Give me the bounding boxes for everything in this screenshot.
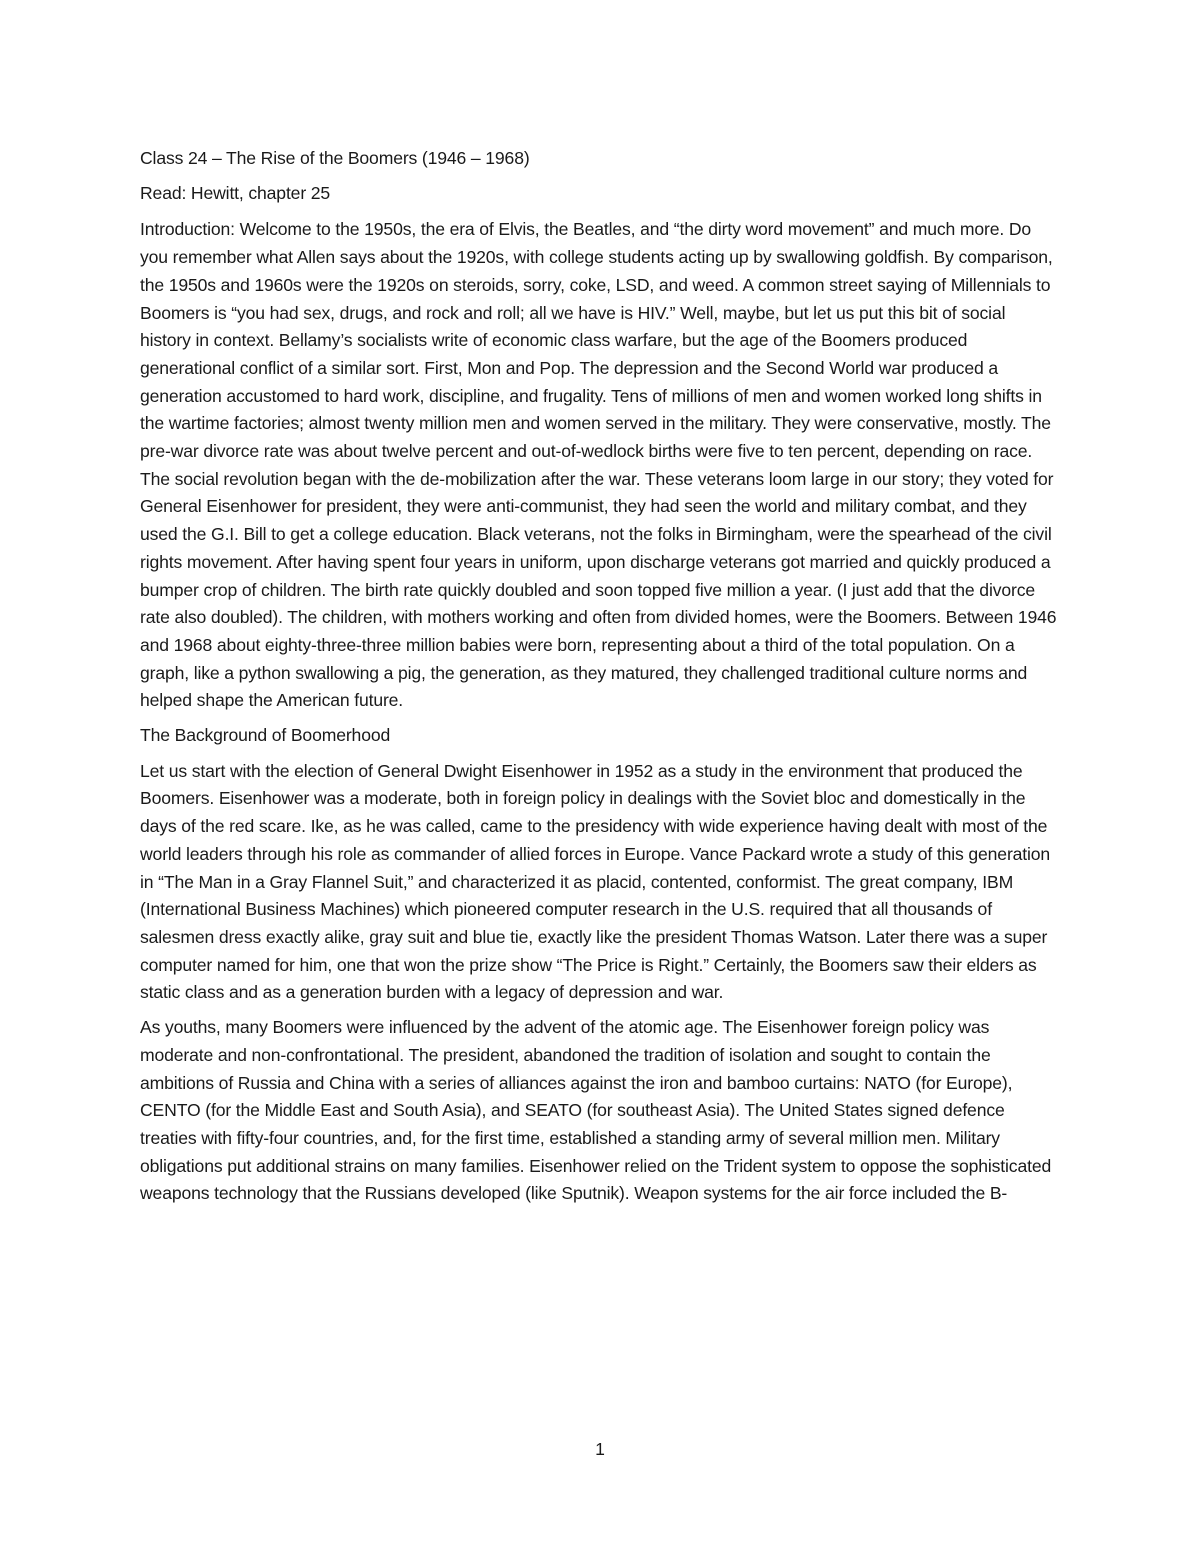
section-heading: The Background of Boomerhood [140, 725, 391, 746]
paragraph-eisenhower: Let us start with the election of General Dwight Eisenhower in 1952 as a study in the environment that produced the Boomers. Eisenhower was a moderate, both in foreign policy in dealings with the Soviet bloc and domestically in the days of the red scare. Ike, as he was called, came to the presidency with wide experience having dealt with most of the world leaders through his role as commander of allied forces in Europe. Vance Packard wrote a study of this generation in “The Man in a Gray Flannel Suit,” and characterized it as placid, contented, conformist. The great company, IBM (International Business Machines) which pioneered computer research in the U.S. required that all thousands of salesmen dress exactly alike, gray suit and blue tie, exactly like the president Thomas Watson. Later there was a super computer named for him, one that won the prize show “The Price is Right.” Certainly, the Boomers saw their elders as static class and as a generation burden with a legacy of depression and war. [140, 760, 1051, 1003]
page-number: 1 [595, 1439, 605, 1459]
document-body [140, 145, 1060, 1215]
reading-assignment: Read: Hewitt, chapter 25 [140, 182, 331, 203]
paragraph-introduction: Introduction: Welcome to the 1950s, the era of Elvis, the Beatles, and “the dirty word movement” and much more. Do you remember what Allen says about the 1920s, with college students acting up by swallowing goldfish. By comparison, the 1950s and 1960s were the 1920s on steroids, sorry, coke, LSD, and weed. A common street saying of Millennials to Boomers is “you had sex, drugs, and rock and roll; all we have is HIV.” Well, maybe, but let us put this bit of social history in context. Bellamy’s socialists write of economic class warfare, but the age of the Boomers produced generational conflict of a similar sort. First, Mon and Pop. The depression and the Second World war produced a generation accustomed to hard work, discipline, and frugality. Tens of millions of men and women worked long shifts in the wartime factories; almost twenty million men and women served in the military. They were conservative, mostly. The pre-war divorce rate was about twelve percent and out-of-wedlock births were five to ten percent, depending on race. The social revolution began with the de-mobilization after the war. These veterans loom large in our story; they voted for General Eisenhower for president, they were anti-communist, they had seen the world and military combat, and they used the G.I. Bill to get a college education. Black veterans, not the folks in Birmingham, were the spearhead of the civil rights movement. After having spent four years in uniform, upon discharge veterans got married and quickly produced a bumper crop of children. The birth rate quickly doubled and soon topped five million a year. (I just add that the divorce rate also doubled). The children, with mothers working and often from divided homes, were the Boomers. Between 1946 and 1968 about eighty-three-three million babies were born, representing about a third of the total population. On a graph, like a python swallowing a pig, the generation, as they matured, they challenged traditional culture norms and helped shape the American future. [140, 219, 1057, 711]
paragraph-atomic-age: As youths, many Boomers were influenced by the advent of the atomic age. The Eisenhower foreign policy was moderate and non-confrontational. The president, abandoned the tradition of isolation and sought to contain the ambitions of Russia and China with a series of alliances against the iron and bamboo curtains: NATO (for Europe), CENTO (for the Middle East and South Asia), and SEATO (for southeast Asia). The United States signed defence treaties with fifty-four countries, and, for the first time, established a standing army of several million men. Military obligations put additional strains on many families. Eisenhower relied on the Trident system to oppose the sophisticated weapons technology that the Russians developed (like Sputnik). Weapon systems for the air force included the B- [140, 1017, 1052, 1204]
document-title: Class 24 – The Rise of the Boomers (1946 – 1968) [140, 148, 530, 168]
